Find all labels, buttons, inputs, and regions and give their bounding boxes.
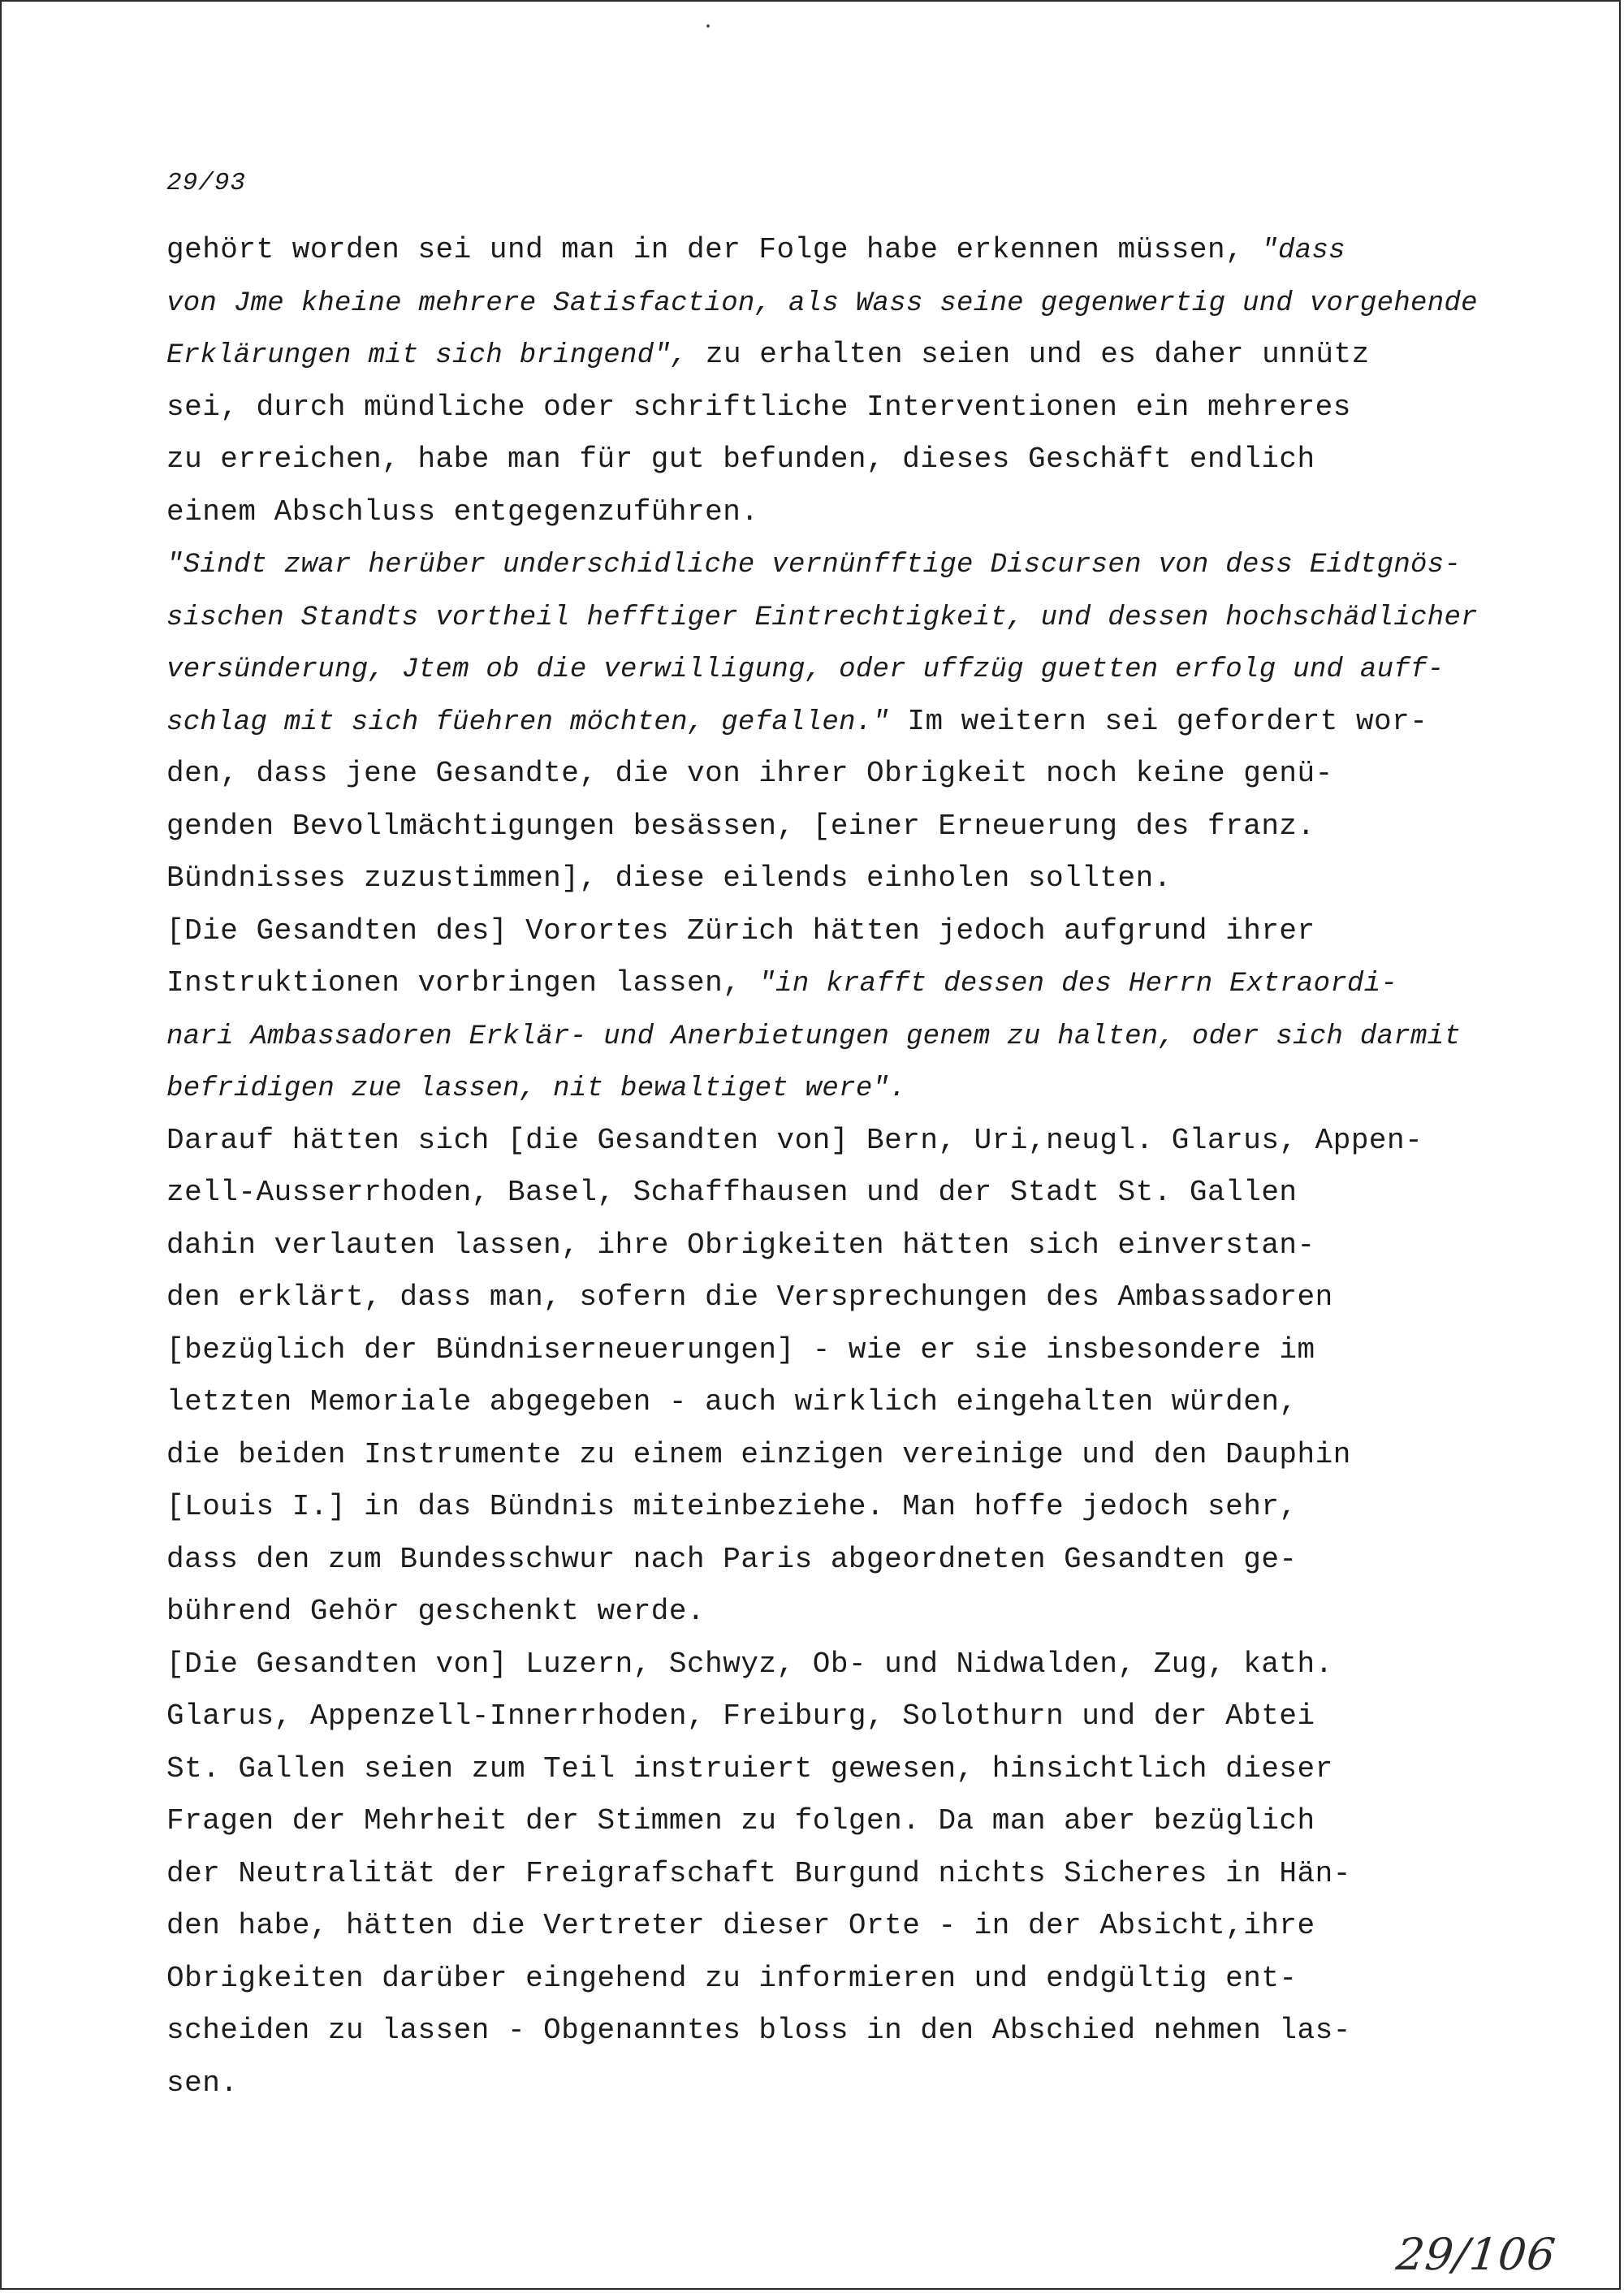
text-plain-after: Im weitern sei gefordert wor- (889, 704, 1428, 738)
text-quote: "dass (1261, 235, 1345, 266)
text-plain: den, dass jene Gesandte, die von ihrer Obrigkeit noch keine genü- (166, 757, 1333, 790)
handwritten-folio: 29/106 (1393, 2229, 1559, 2280)
text-quote: schlag mit sich füehren möchten, gefallen." (166, 706, 890, 738)
text-line (166, 1639, 1474, 1691)
text-plain: Obrigkeiten darüber eingehend zu informieren und endgültig ent- (166, 1961, 1298, 1995)
text-quote: nari Ambassadoren Erklär- und Anerbietungen genem zu halten, oder sich darmit (166, 1021, 1462, 1052)
text-line (166, 591, 1478, 644)
text-line (166, 1848, 1474, 1901)
text-plain: sei, durch mündliche oder schriftliche Interventionen ein mehreres (166, 390, 1351, 424)
text-plain: St. Gallen seien zum Teil instruiert gewesen, hinsichtlich dieser (166, 1751, 1333, 1786)
text-line (166, 1900, 1474, 1953)
text-plain: Glarus, Appenzell-Innerrhoden, Freiburg, Solothurn und der Abtei (166, 1699, 1315, 1733)
text-line (166, 905, 1474, 958)
text-line (166, 643, 1474, 696)
text-line (166, 382, 1474, 434)
text-quote: Erklärungen mit sich bringend", (166, 340, 688, 371)
text-line (166, 1115, 1474, 1168)
text-plain: einem Abschluss entgegenzuführen. (166, 494, 759, 529)
text-line (166, 696, 1474, 749)
body-text (166, 224, 1478, 2109)
text-line (166, 1010, 1474, 1063)
text-line (166, 1429, 1474, 1482)
text-quote: "Sindt zwar herüber underschidliche vernünfftige Discursen von dess Eidtgnös- (166, 550, 1462, 581)
text-line (166, 1376, 1474, 1429)
text-plain: dass den zum Bundesschwur nach Paris abgeordneten Gesandten ge- (166, 1542, 1298, 1576)
text-line (166, 853, 1474, 905)
text-line (166, 957, 1474, 1010)
text-plain: den habe, hätten die Vertreter dieser Orte - in der Absicht,ihre (166, 1909, 1315, 1942)
text-quote: sischen Standts vortheil hefftiger Eintrechtigkeit, und dessen hochschädlicher (166, 602, 1478, 633)
text-line (166, 1586, 1474, 1639)
text-quote: befridigen zue lassen, nit bewaltiget were". (166, 1073, 906, 1104)
text-line (166, 1691, 1474, 1743)
text-plain: zu erreichen, habe man für gut befunden, dieses Geschäft endlich (166, 443, 1315, 476)
text-line (166, 1743, 1474, 1796)
text-line (166, 486, 1474, 539)
text-line (166, 748, 1474, 801)
text-plain: Bündnisses zuzustimmen], diese eilends einholen sollten. (166, 861, 1172, 895)
text-plain: die beiden Instrumente zu einem einzigen vereinige und den Dauphin (166, 1437, 1351, 1471)
text-plain: genden Bevollmächtigungen besässen, [einer Erneuerung des franz. (166, 809, 1315, 843)
text-plain: sen. (166, 2066, 239, 2100)
text-line (166, 1534, 1474, 1587)
text-plain: Fragen der Mehrheit der Stimmen zu folgen. Da man aber bezüglich (166, 1804, 1315, 1837)
text-quote: von Jme kheine mehrere Satisfaction, als Wass seine gegenwertig und vorgehende (166, 287, 1478, 319)
text-line (166, 1324, 1474, 1377)
text-plain: [bezüglich der Bündniserneuerungen] - wie er sie insbesondere im (166, 1332, 1315, 1367)
text-quote: "in krafft dessen des Herrn Extraordi- (758, 969, 1398, 1000)
text-plain: scheiden zu lassen - Obgenanntes bloss in den Abschied nehmen las- (166, 2014, 1351, 2047)
text-plain: bührend Gehör geschenkt werde. (166, 1595, 706, 1628)
text-plain: zell-Ausserrhoden, Basel, Schaffhausen und der Stadt St. Gallen (166, 1176, 1298, 1209)
text-line (166, 1220, 1474, 1272)
text-plain: Instruktionen vorbringen lassen, (166, 966, 759, 1000)
text-quote: versünderung, Jtem ob die verwilligung, oder uffzüg guetten erfolg und auff- (166, 654, 1445, 685)
text-plain: dahin verlauten lassen, ihre Obrigkeiten hätten sich einverstan- (166, 1228, 1315, 1262)
text-plain: der Neutralität der Freigrafschaft Burgund nichts Sicheres in Hän- (166, 1856, 1351, 1890)
text-plain: [Die Gesandten von] Luzern, Schwyz, Ob- und Nidwalden, Zug, kath. (166, 1647, 1333, 1681)
text-line (166, 329, 1474, 382)
text-line (166, 538, 1474, 591)
text-plain: Darauf hätten sich [die Gesandten von] Bern, Uri,neugl. Glarus, Appen- (166, 1123, 1423, 1157)
text-line (166, 1272, 1474, 1324)
text-plain: [Louis I.] in das Bündnis miteinbeziehe. Man hoffe jedoch sehr, (166, 1490, 1298, 1523)
text-line (166, 1953, 1474, 2006)
text-line (166, 801, 1474, 853)
text-line (166, 2058, 1474, 2110)
text-line (166, 277, 1478, 330)
text-line (166, 1062, 1474, 1115)
text-line (166, 224, 1474, 277)
text-plain: [Die Gesandten des] Vorortes Zürich hätten jedoch aufgrund ihrer (166, 913, 1315, 948)
text-line (166, 1795, 1474, 1848)
page-header-number: 29/93 (166, 169, 247, 197)
text-plain: letzten Memoriale abgegeben - auch wirklich eingehalten würden, (166, 1385, 1298, 1419)
text-line (166, 2005, 1474, 2058)
text-line (166, 434, 1474, 486)
text-line (166, 1167, 1474, 1220)
text-plain: den erklärt, dass man, sofern die Versprechungen des Ambassadoren (166, 1280, 1333, 1314)
text-plain: gehört worden sei und man in der Folge habe erkennen müssen, (166, 233, 1262, 266)
text-line (166, 1481, 1474, 1534)
text-plain-after: zu erhalten seien und es daher unnütz (687, 338, 1370, 371)
scan-speck (706, 24, 710, 28)
